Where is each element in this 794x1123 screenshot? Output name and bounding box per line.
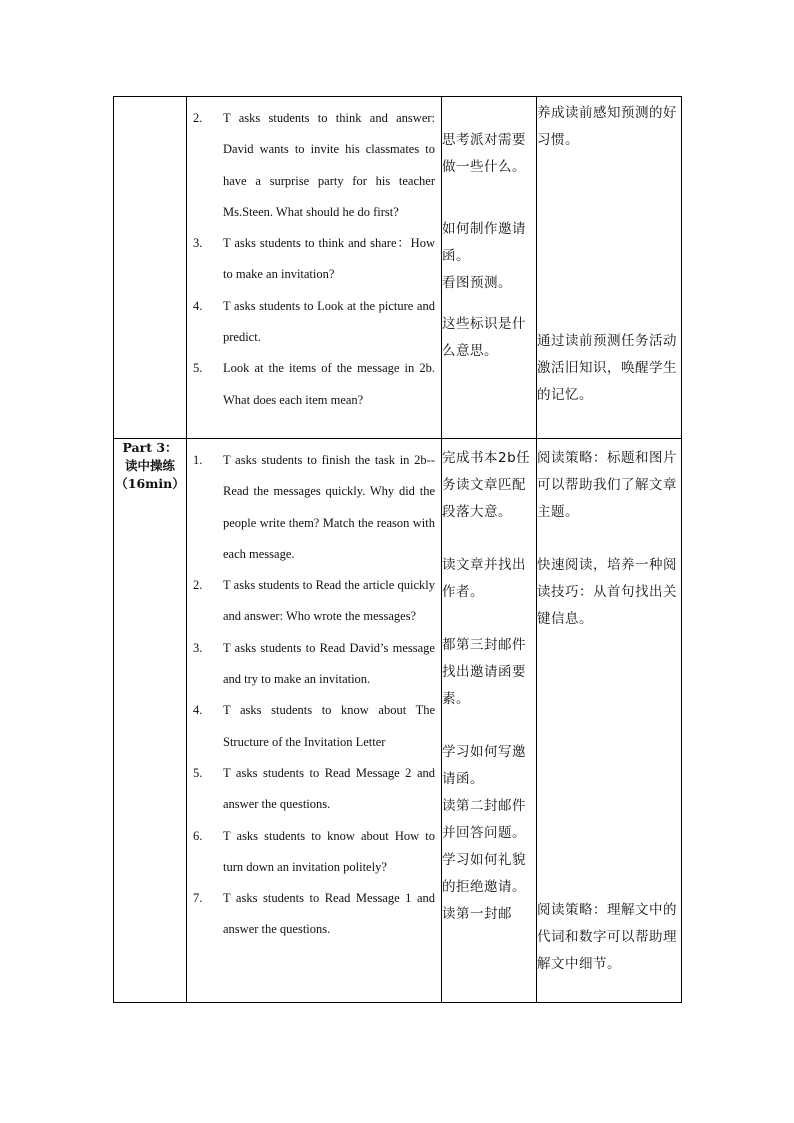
step-text: T asks students to Read Message 2 and answer the questions. [223,765,435,812]
part-name: 读中操练 [124,458,175,473]
list-item [193,291,435,354]
activity-text: 思考派对需要做一些什么。 [442,132,526,175]
list-item [193,570,435,633]
purpose-cell [537,97,682,439]
activity-text: 都第三封邮件找出邀请函要素。 [442,637,526,707]
step-text: T asks students to finish the task in 2b-- Read the messages quickly. Why did the people write them? Match the reason with each message. [223,453,435,561]
step-number: 6. [193,828,203,843]
purpose-cell [537,439,682,1003]
list-item [193,353,435,416]
step-text: T asks students to know about The Structure of the Invitation Letter [223,703,435,749]
step-number: 4. [193,703,203,718]
activity-text: 完成书本2b任务读文章匹配段落大意。 [442,450,531,520]
purpose-text: 阅读策略：理解文中的代词和数字可以帮助理解文中细节。 [537,902,677,972]
part-time: （16min） [115,476,185,491]
step-text: T asks students to Read David’s message and try to make an invitation. [223,640,435,687]
step-number: 3. [193,236,203,251]
lesson-plan-table [113,96,682,1003]
step-number: 5. [193,765,203,780]
purpose-text: 养成读前感知预测的好习惯。 [537,105,677,148]
step-number: 2. [193,111,203,125]
step-number: 2. [193,578,203,593]
step-text: T asks students to know about How to turn down an invitation politely? [223,828,435,874]
activity-text: 读文章并找出作者。 [442,557,526,600]
part-title: Part 3： [122,440,178,455]
step-text: T asks students to Read the article quickly and answer: Who wrote the messages? [223,578,435,624]
activity-text: 这些标识是什么意思。 [442,316,526,359]
purpose-text: 阅读策略：标题和图片可以帮助我们了解文章主题。 [537,450,677,520]
table-row [114,439,682,1003]
step-text: T asks students to think and answer: David wants to invite his classmates to have a surprise party for his teacher Ms.Steen. What should he do first? [223,111,435,219]
student-activity-cell [442,97,537,439]
step-number: 4. [193,298,203,313]
step-number: 3. [193,640,203,655]
part-cell [114,439,187,1003]
step-list [187,97,441,418]
step-list [187,439,441,948]
part-cell [114,97,187,439]
activity-text: 如何制作邀请函。 [442,221,526,264]
list-item [193,758,435,821]
list-item [193,695,435,758]
student-activity-cell [442,439,537,1003]
step-number: 1. [193,453,203,467]
step-number: 5. [193,361,203,376]
activity-text: 读第一封邮 [442,906,512,922]
list-item [193,103,435,228]
purpose-text: 通过读前预测任务活动激活旧知识，唤醒学生的记忆。 [537,333,677,403]
step-text: T asks students to think and share：How to make an invitation? [223,236,435,282]
step-number: 7. [193,891,203,906]
list-item [193,228,435,291]
list-item [193,445,435,570]
list-item [193,821,435,884]
step-text: T asks students to Read Message 1 and answer the questions. [223,891,435,937]
table-row [114,97,682,439]
activity-text: 读第二封邮件并回答问题。 [442,798,526,841]
activity-text: 学习如何写邀请函。 [442,744,526,787]
step-text: T asks students to Look at the picture and predict. [223,298,435,345]
teacher-steps-cell [187,97,442,439]
step-text: Look at the items of the message in 2b. What does each item mean? [223,361,435,407]
list-item [193,633,435,696]
teacher-steps-cell [187,439,442,1003]
list-item [193,883,435,946]
purpose-text: 快速阅读，培养一种阅读技巧：从首句找出关键信息。 [537,557,677,627]
activity-text: 看图预测。 [442,275,512,291]
activity-text: 学习如何礼貌的拒绝邀请。 [442,852,526,895]
